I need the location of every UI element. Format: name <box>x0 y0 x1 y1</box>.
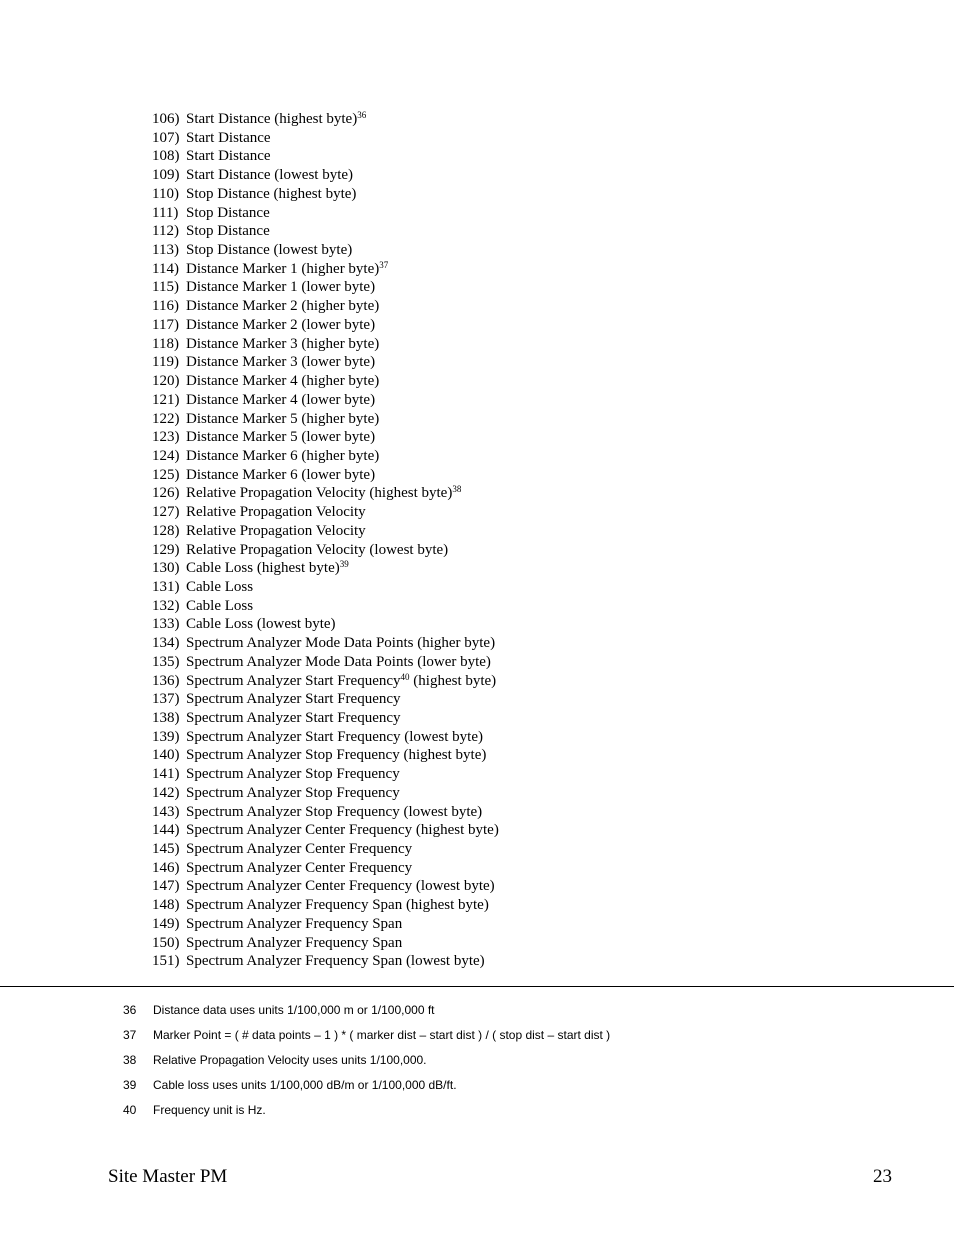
item-text: Stop Distance <box>186 223 270 240</box>
item-number: 112) <box>152 223 179 240</box>
list-item <box>152 391 499 410</box>
item-text: Spectrum Analyzer Center Frequency (lowest byte) <box>186 878 495 895</box>
item-text: Spectrum Analyzer Stop Frequency (highest byte) <box>186 747 487 764</box>
list-item <box>152 672 499 691</box>
list-item <box>152 484 499 503</box>
item-number: 131) <box>152 578 180 595</box>
list-item <box>152 316 499 335</box>
item-text: Relative Propagation Velocity <box>186 504 366 521</box>
list-item <box>152 222 499 241</box>
item-number: 106) <box>152 111 180 127</box>
list-item <box>152 428 499 447</box>
list-item <box>152 578 499 597</box>
item-number: 116) <box>152 298 179 315</box>
item-number: 117) <box>152 316 179 333</box>
footnote-separator <box>0 986 954 987</box>
item-text: Distance Marker 2 (lower byte) <box>186 316 376 333</box>
footnote-number: 37 <box>123 1028 137 1042</box>
item-number: 150) <box>152 934 180 951</box>
item-text: Spectrum Analyzer Stop Frequency <box>186 766 400 783</box>
list-item <box>152 746 499 765</box>
item-number: 114) <box>152 260 179 277</box>
footnote <box>123 998 610 1023</box>
item-text: Start Distance <box>186 129 271 146</box>
item-number: 135) <box>152 653 180 670</box>
item-text: Cable Loss <box>186 578 254 595</box>
item-text: Distance Marker 6 (higher byte) <box>186 447 380 464</box>
item-number: 133) <box>152 616 180 633</box>
page-number: 23 <box>873 1166 892 1187</box>
list-item <box>152 278 499 297</box>
list-item <box>152 129 499 148</box>
list-item <box>152 840 499 859</box>
list-item <box>152 952 499 971</box>
item-text: Stop Distance <box>186 204 270 221</box>
list-item <box>152 185 499 204</box>
list-item <box>152 297 499 316</box>
list-item <box>152 166 499 185</box>
item-number: 107) <box>152 129 180 146</box>
item-text: Spectrum Analyzer Frequency Span <box>186 934 403 951</box>
footnote <box>123 1023 610 1048</box>
item-text: Cable Loss (highest byte) <box>186 560 340 577</box>
item-number: 132) <box>152 597 180 614</box>
footnote-ref: 37 <box>379 259 389 270</box>
list-item <box>152 709 499 728</box>
item-text: Distance Marker 5 (higher byte) <box>186 410 380 427</box>
item-number: 144) <box>152 822 180 839</box>
item-text: Spectrum Analyzer Start Frequency <box>186 672 401 689</box>
item-text: Spectrum Analyzer Frequency Span (lowest byte) <box>186 953 485 970</box>
footnote <box>123 1098 610 1123</box>
item-number: 113) <box>152 242 179 259</box>
item-number: 142) <box>152 784 180 801</box>
footnote-ref: 38 <box>452 484 462 495</box>
list-item <box>152 915 499 934</box>
list-item <box>152 241 499 260</box>
footnote-text: Relative Propagation Velocity uses units 1/100,000. <box>153 1053 427 1067</box>
item-text: Distance Marker 1 (higher byte) <box>186 260 380 277</box>
item-number: 111) <box>152 204 179 221</box>
list-item <box>152 690 499 709</box>
item-text: Start Distance (highest byte) <box>186 111 358 127</box>
item-text-suffix: (highest byte) <box>409 672 497 689</box>
list-item <box>152 410 499 429</box>
item-text: Distance Marker 2 (higher byte) <box>186 298 380 315</box>
item-number: 145) <box>152 841 180 858</box>
footnote-number: 38 <box>123 1053 137 1067</box>
list-item <box>152 859 499 878</box>
item-text: Start Distance (lowest byte) <box>186 167 354 184</box>
list-item <box>152 110 499 129</box>
item-number: 146) <box>152 859 180 876</box>
item-text: Cable Loss (lowest byte) <box>186 616 336 633</box>
item-text: Spectrum Analyzer Frequency Span (highest byte) <box>186 897 489 914</box>
footnote-ref: 40 <box>400 671 410 682</box>
list-item <box>152 260 499 279</box>
footnote-ref: 39 <box>339 559 349 570</box>
list-item <box>152 447 499 466</box>
list-item <box>152 803 499 822</box>
list-item <box>152 503 499 522</box>
item-number: 149) <box>152 915 180 932</box>
byte-field-list <box>152 110 499 971</box>
list-item <box>152 728 499 747</box>
item-number: 109) <box>152 167 180 184</box>
list-item <box>152 147 499 166</box>
item-number: 120) <box>152 373 180 390</box>
item-text: Spectrum Analyzer Start Frequency <box>186 710 401 726</box>
item-number: 118) <box>152 335 179 352</box>
footnote-number: 39 <box>123 1078 137 1092</box>
footnote-ref: 36 <box>357 110 367 120</box>
footnote-text: Marker Point = ( # data points – 1 ) * ( marker dist – start dist ) / ( stop dist – start dist ) <box>153 1028 611 1042</box>
item-text: Relative Propagation Velocity <box>186 522 366 539</box>
item-text: Distance Marker 1 (lower byte) <box>186 279 376 296</box>
list-item <box>152 821 499 840</box>
item-number: 123) <box>152 429 180 446</box>
list-item <box>152 765 499 784</box>
item-text: Cable Loss <box>186 597 254 614</box>
list-item <box>152 934 499 953</box>
item-text: Spectrum Analyzer Stop Frequency (lowest byte) <box>186 803 483 820</box>
item-text: Start Distance <box>186 148 271 165</box>
list-item <box>152 615 499 634</box>
list-item <box>152 784 499 803</box>
item-number: 127) <box>152 504 180 521</box>
item-text: Relative Propagation Velocity (lowest byte) <box>186 541 449 558</box>
item-number: 110) <box>152 185 179 202</box>
item-text: Distance Marker 5 (lower byte) <box>186 429 376 446</box>
footnote-number: 36 <box>123 1003 137 1017</box>
item-text: Distance Marker 4 (higher byte) <box>186 373 380 390</box>
list-item <box>152 559 499 578</box>
footnote-list <box>123 998 610 1123</box>
item-number: 125) <box>152 466 180 483</box>
list-item <box>152 877 499 896</box>
footnote <box>123 1048 610 1073</box>
item-number: 122) <box>152 410 180 427</box>
item-number: 130) <box>152 560 180 577</box>
list-item <box>152 896 499 915</box>
item-number: 115) <box>152 279 179 296</box>
item-number: 108) <box>152 148 180 165</box>
item-number: 126) <box>152 485 180 502</box>
list-item <box>152 335 499 354</box>
item-text: Spectrum Analyzer Center Frequency <box>186 859 413 876</box>
item-text: Distance Marker 3 (higher byte) <box>186 335 380 352</box>
item-number: 129) <box>152 541 180 558</box>
item-text: Spectrum Analyzer Mode Data Points (higher byte) <box>186 635 496 652</box>
footnote <box>123 1073 610 1098</box>
list-item <box>152 204 499 223</box>
list-item <box>152 522 499 541</box>
item-text: Spectrum Analyzer Start Frequency (lowest byte) <box>186 728 483 745</box>
item-text: Spectrum Analyzer Frequency Span <box>186 915 403 932</box>
list-item <box>152 353 499 372</box>
item-number: 124) <box>152 447 180 464</box>
item-number: 148) <box>152 897 180 914</box>
item-number: 138) <box>152 710 180 726</box>
item-text: Distance Marker 4 (lower byte) <box>186 391 376 408</box>
item-number: 128) <box>152 522 180 539</box>
item-text: Spectrum Analyzer Center Frequency (highest byte) <box>186 822 499 839</box>
item-number: 143) <box>152 803 180 820</box>
item-text: Relative Propagation Velocity (highest byte) <box>186 485 453 502</box>
footer-title: Site Master PM <box>108 1166 228 1187</box>
item-number: 137) <box>152 691 180 708</box>
list-item <box>152 634 499 653</box>
item-number: 136) <box>152 672 180 689</box>
footnote-text: Distance data uses units 1/100,000 m or 1/100,000 ft <box>153 1003 435 1017</box>
item-text: Stop Distance (highest byte) <box>186 185 357 202</box>
footnote-number: 40 <box>123 1103 137 1117</box>
item-number: 147) <box>152 878 180 895</box>
item-text: Spectrum Analyzer Stop Frequency <box>186 784 400 801</box>
item-text: Spectrum Analyzer Start Frequency <box>186 691 401 708</box>
item-number: 139) <box>152 728 180 745</box>
list-item <box>152 653 499 672</box>
footnote-text: Cable loss uses units 1/100,000 dB/m or 1/100,000 dB/ft. <box>153 1078 457 1092</box>
item-text: Distance Marker 6 (lower byte) <box>186 466 376 483</box>
item-text: Distance Marker 3 (lower byte) <box>186 354 376 371</box>
item-number: 151) <box>152 953 180 970</box>
item-number: 140) <box>152 747 180 764</box>
item-number: 134) <box>152 635 180 652</box>
item-text: Spectrum Analyzer Center Frequency <box>186 841 413 858</box>
item-text: Stop Distance (lowest byte) <box>186 242 353 259</box>
list-item <box>152 466 499 485</box>
item-number: 141) <box>152 766 180 783</box>
list-item <box>152 597 499 616</box>
footnote-text: Frequency unit is Hz. <box>153 1103 266 1117</box>
item-text: Spectrum Analyzer Mode Data Points (lower byte) <box>186 653 491 670</box>
item-number: 119) <box>152 354 179 371</box>
list-item <box>152 372 499 391</box>
list-item <box>152 541 499 560</box>
item-number: 121) <box>152 391 180 408</box>
